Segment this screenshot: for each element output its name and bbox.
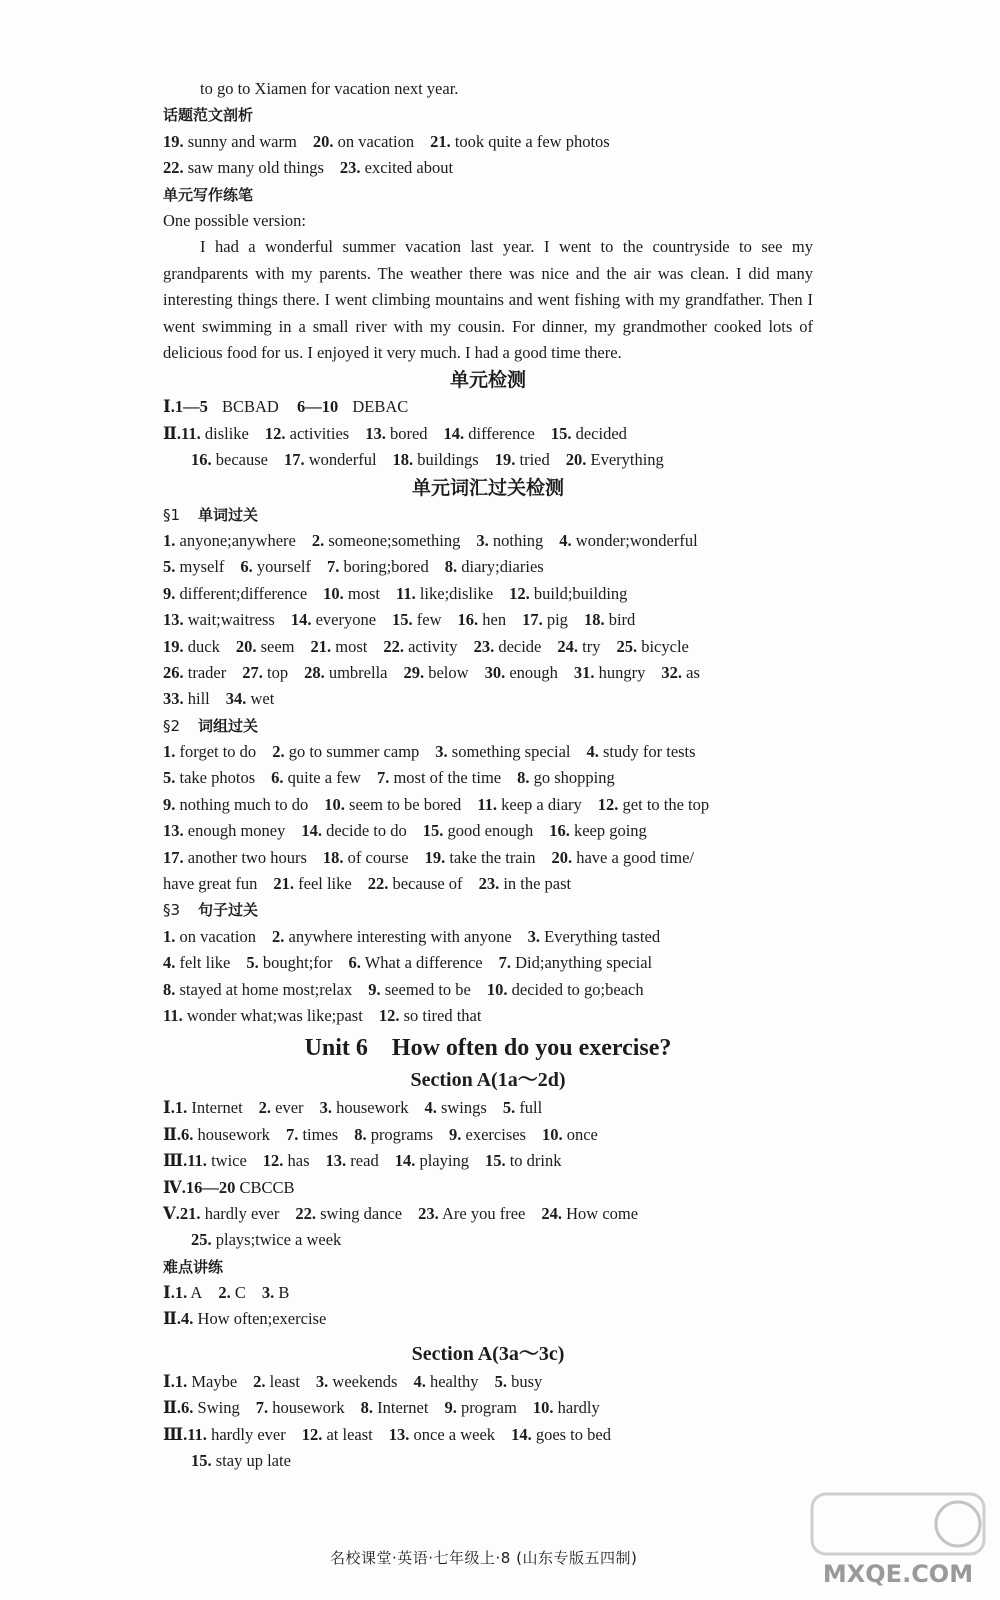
answer-line: [163, 1201, 813, 1227]
answer-item: 16. keep going: [549, 821, 647, 841]
answer-item: Ⅴ.21. hardly ever: [163, 1203, 280, 1223]
section-phrases-title: §2 词组过关: [163, 716, 259, 735]
section-a2-answers: [163, 1369, 813, 1448]
answer-item: 11. wonder what;was like;past: [163, 1005, 363, 1025]
answer-item: 20. on vacation: [312, 131, 415, 151]
answer-item: 8. programs: [354, 1124, 434, 1144]
unit-test-line-3: [163, 447, 813, 473]
answer-item: Ⅳ.16—20 CBCCB: [163, 1177, 295, 1197]
answer-item: 21. feel like: [273, 874, 352, 894]
answer-line: [163, 528, 813, 554]
answer-item: 1. anyone;anywhere: [163, 530, 296, 550]
sentences-answers: [163, 924, 813, 1030]
section-a-3a-3c-title: Section A(3a～3c): [411, 1342, 565, 1365]
answer-item: 13. read: [325, 1151, 379, 1171]
section-a-1a-2d-title: Section A(1a～2d): [410, 1069, 566, 1092]
answer-item: 3. weekends: [315, 1371, 398, 1391]
intro-line: to go to Xiamen for vacation next year.: [200, 79, 459, 98]
answer-item: 22. swing dance: [295, 1203, 403, 1223]
answer-item: 11. keep a diary: [477, 794, 582, 814]
answer-item: 9. program: [444, 1398, 517, 1418]
difficult-answers: [163, 1280, 813, 1333]
answer-line: [163, 1369, 813, 1395]
page-footer: 名校课堂·英语·七年级上·8 (山东专版五四制): [330, 1549, 638, 1567]
answer-item: 13. bored: [365, 423, 428, 443]
sample-essay: [163, 234, 813, 366]
topic-answers: [163, 129, 813, 182]
answer-line: [163, 1422, 813, 1448]
answer-line: [163, 581, 813, 607]
answer-item: 15. stay up late: [191, 1451, 291, 1471]
answer-item: 13. enough money: [163, 821, 286, 841]
answer-item: 29. below: [403, 662, 469, 682]
answer-item: 2. least: [253, 1371, 300, 1391]
answer-item: 18. buildings: [392, 450, 479, 470]
answer-item: 3. Everything tasted: [527, 926, 661, 946]
answer-item: 19. take the train: [424, 847, 536, 867]
phrases-answers: [163, 739, 813, 897]
answer-item: 2. someone;something: [311, 530, 461, 550]
answer-line: [163, 1306, 813, 1332]
answer-item: have great fun: [163, 874, 258, 894]
answer-item: 6. quite a few: [271, 768, 361, 788]
section-a1-last-line: [163, 1227, 813, 1253]
watermark-logo: [808, 1488, 988, 1588]
answer-item: 11. like;dislike: [396, 583, 494, 603]
answer-item: 26. trader: [163, 662, 227, 682]
answer-item: 9. nothing much to do: [163, 794, 309, 814]
answer-item: 17. wonderful: [283, 450, 377, 470]
answer-item: 2. go to summer camp: [272, 742, 420, 762]
unit-title: Unit 6 How often do you exercise?: [304, 1035, 672, 1062]
heading-vocab-test: 单元词汇过关检测: [411, 476, 564, 499]
answer-item: 3. housework: [319, 1098, 409, 1118]
answer-item: 5. full: [502, 1098, 543, 1118]
answer-item: 7. boring;bored: [327, 557, 429, 577]
answer-line: [163, 1003, 813, 1029]
answer-item: 12. so tired that: [378, 1005, 482, 1025]
answer-item: 23. excited about: [339, 158, 454, 178]
answer-item: 24. try: [557, 636, 601, 656]
answer-line: [163, 765, 813, 791]
answer-item: 20. seem: [235, 636, 295, 656]
answer-item: 17. another two hours: [163, 847, 307, 867]
answer-item: 6. What a difference: [348, 953, 483, 973]
answer-item: Ⅰ.1. Internet: [163, 1098, 243, 1118]
answer-item: 12. get to the top: [597, 794, 710, 814]
answer-item: 4. healthy: [413, 1371, 479, 1391]
answer-item: 14. goes to bed: [511, 1424, 611, 1444]
answer-item: 5. busy: [494, 1371, 543, 1391]
answer-item: 7. times: [285, 1124, 339, 1144]
answer-line: [163, 554, 813, 580]
answer-item: 4. study for tests: [586, 742, 696, 762]
answer-line: [163, 792, 813, 818]
answer-item: 3. B: [261, 1283, 290, 1303]
answer-line: [163, 155, 813, 181]
answer-item: 2. anywhere interesting with anyone: [272, 926, 512, 946]
answer-item: 19. tried: [494, 450, 550, 470]
answer-item: 7. Did;anything special: [498, 953, 653, 973]
answer-item: 16. because: [191, 450, 268, 470]
answer-item: 10. seem to be bored: [324, 794, 462, 814]
heading-writing: 单元写作练笔: [163, 185, 254, 204]
answer-line: [163, 1448, 813, 1474]
answer-item: 13. once a week: [388, 1424, 496, 1444]
answer-line: [163, 607, 813, 633]
answer-line: [163, 845, 813, 871]
answer-line: [163, 871, 813, 897]
answer-item: 16. hen: [457, 610, 507, 630]
answer-item: 15. few: [392, 610, 442, 630]
answer-line: [163, 1095, 813, 1121]
answer-item: 8. Internet: [360, 1398, 429, 1418]
answer-item: 23. decide: [473, 636, 542, 656]
heading-unit-test: 单元检测: [449, 369, 526, 392]
answer-item: 19. sunny and warm: [163, 131, 297, 151]
answer-line: [163, 739, 813, 765]
answer-item: 4. wonder;wonderful: [559, 530, 698, 550]
version-label: One possible version:: [163, 210, 306, 230]
answer-item: 31. hungry: [573, 662, 646, 682]
answer-item: 27. top: [242, 662, 289, 682]
answer-item: 23. in the past: [478, 874, 572, 894]
answer-item: 7. most of the time: [376, 768, 502, 788]
answer-item: 9. exercises: [449, 1124, 526, 1144]
answer-item: Ⅲ.11. hardly ever: [163, 1424, 286, 1444]
answer-item: 8. stayed at home most;relax: [163, 979, 353, 999]
answer-line: [163, 1175, 813, 1201]
watermark-text: MXQE.COM: [822, 1560, 974, 1588]
answer-item: 5. take photos: [163, 768, 256, 788]
answer-item: 18. of course: [322, 847, 409, 867]
answer-item: 6. yourself: [240, 557, 311, 577]
answer-item: 3. nothing: [476, 530, 544, 550]
words-answers: [163, 528, 813, 713]
answer-item: 22. activity: [383, 636, 458, 656]
answer-item: 17. pig: [522, 610, 568, 630]
answer-item: 10. most: [323, 583, 380, 603]
answer-item: Ⅲ.11. twice: [163, 1151, 247, 1171]
answer-item: 28. umbrella: [304, 662, 388, 682]
answer-item: 34. wet: [225, 689, 275, 709]
answer-item: 32. as: [661, 662, 700, 682]
answer-item: Ⅰ.1. A: [163, 1283, 203, 1303]
answer-item: 1. on vacation: [163, 926, 257, 946]
section-a1-answers: [163, 1095, 813, 1227]
answer-item: 1. forget to do: [163, 742, 257, 762]
answer-item: 21. most: [310, 636, 368, 656]
section-sentences-title: §3 句子过关: [163, 901, 259, 920]
answer-item: 25. bicycle: [616, 636, 689, 656]
answer-item: 10. hardly: [532, 1398, 600, 1418]
answer-item: 4. felt like: [163, 953, 231, 973]
answer-item: 3. something special: [435, 742, 571, 762]
answer-line: [163, 1227, 813, 1253]
section-words-title: §1 单词过关: [163, 505, 259, 524]
answer-item: 8. diary;diaries: [444, 557, 544, 577]
answer-item: 15. good enough: [422, 821, 534, 841]
answer-item: Ⅱ.11. dislike: [163, 423, 249, 443]
answer-item: Ⅱ.6. housework: [163, 1124, 270, 1144]
answer-item: 15. decided: [550, 423, 627, 443]
answer-item: 14. decide to do: [301, 821, 407, 841]
answer-item: 22. saw many old things: [163, 158, 324, 178]
answer-line: [163, 977, 813, 1003]
answer-line: [163, 634, 813, 660]
answer-item: 30. enough: [484, 662, 558, 682]
answer-item: 20. have a good time/: [551, 847, 694, 867]
answer-line: [163, 818, 813, 844]
answer-item: 23. Are you free: [418, 1203, 526, 1223]
answer-item: 9. different;difference: [163, 583, 308, 603]
answer-item: 5. bought;for: [246, 953, 333, 973]
unit-test-line-1: Ⅰ.1—5 BCBAD 6—10 DEBAC: [163, 397, 409, 417]
answer-item: 5. myself: [163, 557, 225, 577]
answer-item: 12. activities: [264, 423, 350, 443]
answer-item: 12. at least: [301, 1424, 373, 1444]
answer-item: 2. ever: [258, 1098, 304, 1118]
answer-item: 7. housework: [255, 1398, 345, 1418]
answer-item: 4. swings: [424, 1098, 487, 1118]
essay-text: I had a wonderful summer vacation last year. I went to the countryside to see my grandparents with my parents. The weather there was nice and the air was clean. I did many interesting things there. I went climbing mountains and went fishing with my grandfather. Then I went swimming in a small river with my cousin. For dinner, my grandmother cooked lots of delicious food for us. I enjoyed it very much. I had a good time there.: [163, 237, 813, 362]
answer-item: 10. decided to go;beach: [486, 979, 644, 999]
answer-item: 2. C: [218, 1283, 246, 1303]
answer-item: 14. playing: [394, 1151, 469, 1171]
answer-line: [163, 1395, 813, 1421]
answer-line: [163, 129, 813, 155]
answer-item: 19. duck: [163, 636, 220, 656]
answer-line: [163, 1280, 813, 1306]
answer-line: [163, 924, 813, 950]
answer-page: [163, 76, 813, 1474]
answer-line: [163, 660, 813, 686]
answer-item: Ⅱ.4. How often;exercise: [163, 1309, 327, 1329]
answer-item: Ⅰ.1. Maybe: [163, 1371, 238, 1391]
answer-item: 24. How come: [541, 1203, 639, 1223]
section-a2-last-line: [163, 1448, 813, 1474]
answer-line: [163, 950, 813, 976]
answer-item: 12. has: [262, 1151, 310, 1171]
answer-line: [163, 1122, 813, 1148]
answer-item: 8. go shopping: [517, 768, 615, 788]
answer-item: 14. difference: [443, 423, 535, 443]
answer-item: 18. bird: [583, 610, 636, 630]
heading-topic: 话题范文剖析: [163, 106, 254, 125]
answer-item: 22. because of: [367, 874, 463, 894]
answer-item: 12. build;building: [509, 583, 628, 603]
answer-line: [163, 686, 813, 712]
answer-item: 10. once: [541, 1124, 598, 1144]
answer-line: [163, 421, 813, 447]
answer-item: 9. seemed to be: [368, 979, 471, 999]
answer-item: 14. everyone: [290, 610, 377, 630]
answer-item: 21. took quite a few photos: [430, 131, 610, 151]
answer-item: 25. plays;twice a week: [191, 1230, 342, 1250]
heading-difficult: 难点讲练: [163, 1257, 224, 1276]
answer-item: 20. Everything: [565, 450, 664, 470]
answer-line: [163, 1148, 813, 1174]
answer-line: [163, 447, 813, 473]
answer-item: 15. to drink: [484, 1151, 562, 1171]
answer-item: 13. wait;waitress: [163, 610, 275, 630]
unit-test-line-2: [163, 421, 813, 447]
answer-item: 33. hill: [163, 689, 210, 709]
answer-item: Ⅱ.6. Swing: [163, 1398, 240, 1418]
